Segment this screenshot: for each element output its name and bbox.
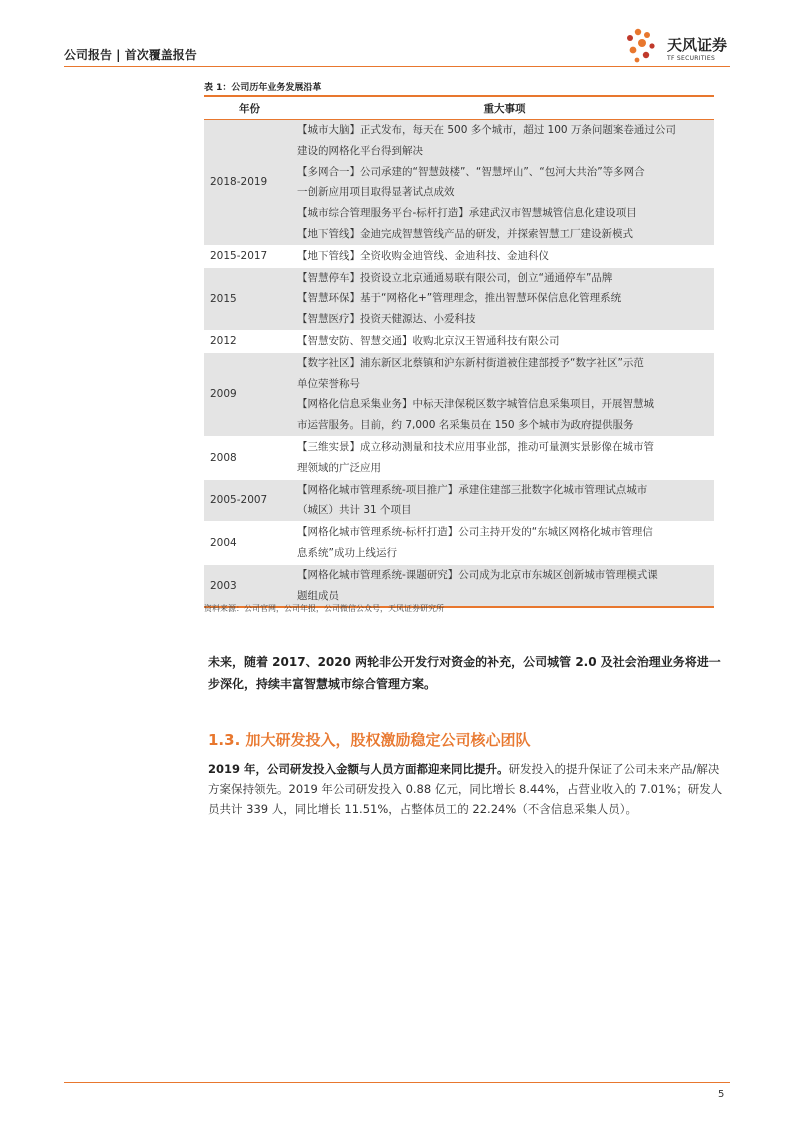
row-year: 2012 (204, 330, 295, 352)
row-year: 2003 (204, 564, 295, 607)
row-events (295, 352, 714, 436)
event-line: 息系统”成功上线运行 (297, 546, 397, 559)
row-events (295, 330, 714, 352)
event-line: 【城市综合管理服务平台-标杆打造】承建武汉市智慧城管信息化建设项目 (297, 207, 637, 220)
table-row (204, 245, 714, 267)
table-row (204, 352, 714, 436)
table-row (204, 436, 714, 479)
event-line: 【地下管线】全资收购金迪管线、金迪科技、金迪科仪 (297, 249, 549, 262)
event-line: 市运营服务。目前，约 7,000 名采集员在 150 多个城市为政府提供服务 (297, 419, 634, 432)
table-row (204, 120, 714, 246)
event-line: 【三维实景】成立移动测量和技术应用事业部，推动可量测实景影像在城市管 (297, 440, 654, 453)
row-year: 2005-2007 (204, 479, 295, 522)
row-year: 2018-2019 (204, 120, 295, 246)
event-line: 【网格化城市管理系统-标杆打造】公司主持开发的“东城区网格化城市管理信 (297, 526, 653, 539)
event-line: 【网格化城市管理系统-项目推广】承建住建部三批数字化城市管理试点城市 (297, 483, 648, 496)
business-history-table (204, 95, 714, 608)
row-events (295, 436, 714, 479)
table-title: 表 1：公司历年业务发展沿革 (204, 83, 322, 93)
paragraph-body: 研发投入的提升保证了公司未来产品/解决方案保持领先。2019 年公司研发投入 0.88 亿元，同比增长 8.44%，占营业收入的 7.01%；研发人员共计 339 人，同比增长 11.51%，占整体员工的 22.24%（不含信息采集人员）。 (208, 762, 723, 816)
row-year: 2009 (204, 352, 295, 436)
logo-text: 天风证券 (667, 36, 728, 54)
section-heading: 1.3. 加大研发投入，股权激励稳定公司核心团队 (208, 731, 531, 749)
header-events: 重大事项 (295, 96, 714, 120)
row-events (295, 522, 714, 565)
row-year: 2008 (204, 436, 295, 479)
row-events (295, 120, 714, 246)
table-source: 资料来源：公司官网，公司年报，公司微信公众号，天风证券研究所 (204, 604, 444, 613)
event-line: 【智慧医疗】投资天健源达、小爱科技 (297, 313, 476, 326)
table-row (204, 267, 714, 330)
table-row (204, 330, 714, 352)
row-year: 2004 (204, 522, 295, 565)
report-type-label: 公司报告 | 首次覆盖报告 (64, 48, 197, 62)
event-line: 【智慧环保】基于“网格化+”管理理念，推出智慧环保信息化管理系统 (297, 292, 622, 305)
event-line: 【网格化信息采集业务】中标天津保税区数字城管信息采集项目，开展智慧城 (297, 398, 654, 411)
event-line: 【多网合一】公司承建的“智慧鼓楼”、“智慧坪山”、“包河大共治”等多网合 (297, 165, 645, 178)
event-line: 【网格化城市管理系统-课题研究】公司成为北京市东城区创新城市管理模式课 (297, 568, 658, 581)
header-year: 年份 (204, 96, 295, 120)
row-events (295, 479, 714, 522)
section-paragraph (208, 759, 730, 819)
row-events (295, 564, 714, 607)
logo-subtext: TF SECURITIES (667, 55, 716, 62)
paragraph-lead: 2019 年，公司研发投入金额与人员方面都迎来同比提升。 (208, 762, 509, 776)
row-year: 2015-2017 (204, 245, 295, 267)
event-line: 单位荣誉称号 (297, 377, 360, 390)
event-line: 一创新应用项目取得显著试点成效 (297, 186, 455, 199)
table-row (204, 564, 714, 607)
row-events (295, 267, 714, 330)
company-logo (622, 26, 732, 66)
row-events (295, 245, 714, 267)
event-line: 【智慧停车】投资设立北京通通易联有限公司，创立“通通停车”品牌 (297, 271, 613, 284)
event-line: 建设的网格化平台得到解决 (297, 144, 423, 157)
row-year: 2015 (204, 267, 295, 330)
table-header-row (204, 96, 714, 120)
table-row (204, 522, 714, 565)
event-line: 【地下管线】金迪完成智慧管线产品的研发，并探索智慧工厂建设新模式 (297, 227, 633, 240)
event-line: 【智慧安防、智慧交通】收购北京汉王智通科技有限公司 (297, 334, 560, 347)
table-row (204, 479, 714, 522)
logo-mark-icon (622, 26, 666, 66)
footer-divider (64, 1082, 730, 1083)
event-line: （城区）共计 31 个项目 (297, 504, 412, 517)
event-line: 理领域的广泛应用 (297, 461, 381, 474)
conclusion-paragraph: 未来，随着 2017、2020 两轮非公开发行对资金的补充，公司城管 2.0 及社会治理业务将进一步深化，持续丰富智慧城市综合管理方案。 (208, 655, 721, 691)
header-divider (64, 66, 730, 67)
event-line: 【城市大脑】正式发布，每天在 500 多个城市，超过 100 万条问题案卷通过公司 (297, 124, 676, 136)
event-line: 【数字社区】浦东新区北蔡镇和沪东新村街道被住建部授予“数字社区”示范 (297, 356, 644, 369)
page-number: 5 (718, 1089, 725, 1100)
event-line: 题组成员 (297, 589, 339, 602)
